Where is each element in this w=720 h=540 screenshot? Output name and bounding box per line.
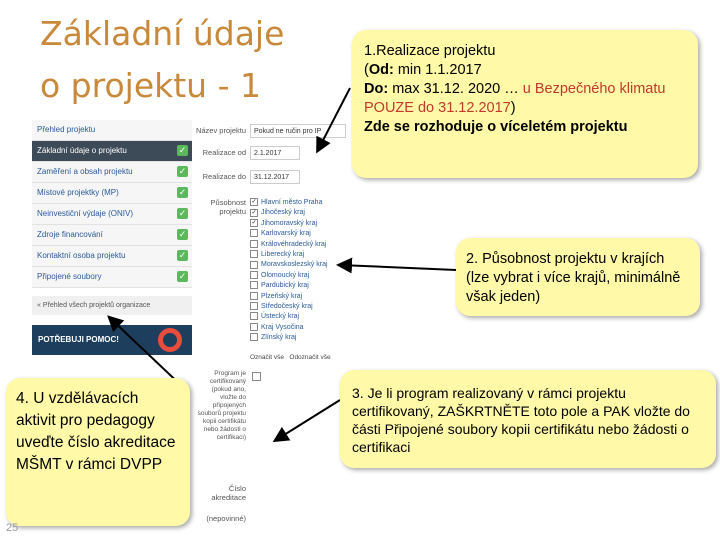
- region-checkbox[interactable]: ✓: [251, 209, 257, 216]
- check-icon: ✓: [178, 229, 187, 239]
- callout-realization: [352, 30, 698, 178]
- slide-title-line2: o projektu - 1: [40, 66, 261, 105]
- region-checkbox[interactable]: ✓: [251, 199, 257, 206]
- start-date-input[interactable]: 2.1.2017: [250, 146, 300, 160]
- slide-title-line1: Základní údaje: [40, 14, 285, 53]
- region-label: Moravskoslezský kraj: [261, 261, 328, 269]
- callout-certified: 3. Je li program realizovaný v rámci projektu certifikovaný, ZAŠKRTNĚTE toto pole a PAK vložte do části Připojené soubory kopii certifikátu nebo žádosti o certifikaci: [340, 370, 716, 468]
- project-name-input[interactable]: Pokud ne ručin pro IP: [250, 124, 346, 138]
- check-icon: ✓: [178, 166, 187, 176]
- arrow-2: [340, 265, 456, 270]
- region-label: Pardubický kraj: [261, 282, 309, 290]
- c1-last: Zde se rozhoduje o víceletém projektu: [364, 119, 628, 135]
- start-date-label: Realizace od: [202, 148, 246, 157]
- check-icon: ✓: [178, 187, 187, 197]
- region-label: Jihomoravský kraj: [261, 219, 318, 227]
- region-label: Kraj Vysočina: [261, 323, 304, 331]
- menu-item-label: Místové projektky (MP): [37, 188, 119, 197]
- back-link[interactable]: « Přehled všech projektů organizace: [32, 296, 192, 315]
- unmark-all-button[interactable]: Odoznačit vše: [289, 354, 331, 361]
- region-label: Olomoucký kraj: [261, 271, 310, 279]
- callout-regions: 2. Působnost projektu v krajích (lze vybrat i více krajů, minimálně však jeden): [456, 238, 700, 316]
- region-label: Ústecký kraj: [261, 313, 300, 321]
- c1-do: Do: max 31.12. 2020 … u Bezpečného klimatu POUZE do 31.12.2017): [364, 81, 666, 116]
- c1-line1: 1.Realizace projektu: [364, 43, 496, 59]
- end-date-input[interactable]: 31.12.2017: [250, 170, 300, 184]
- region-label: Jihočeský kraj: [261, 209, 305, 217]
- check-icon: ✓: [178, 250, 187, 260]
- certified-label: Program je certifikovaný (pokud ano, vložte do připojených souborů projektu kopii certifikátu nebo žádosti o certifikaci): [197, 370, 246, 441]
- end-date-label: Realizace do: [202, 172, 246, 181]
- slide-number: 25: [6, 522, 19, 534]
- region-label: Hlavní město Praha: [261, 199, 323, 206]
- help-button-label: POTŘEBUJI POMOC!: [38, 335, 119, 344]
- region-label: Karlovarský kraj: [261, 230, 311, 238]
- region-label: Zlínský kraj: [261, 334, 297, 342]
- menu-item-label: Neinvestiční výdaje (ONIV): [37, 209, 134, 218]
- menu-item-label: Základní údaje o projektu: [37, 146, 127, 155]
- menu-item-label: Kontaktní osoba projektu: [37, 251, 126, 260]
- accreditation-note: (nepovinné): [206, 514, 246, 523]
- arrow-1: [318, 88, 350, 150]
- arrow-3: [276, 400, 340, 440]
- mark-all-button[interactable]: Označit vše: [250, 354, 284, 361]
- menu-item-label: Přehled projektu: [37, 125, 96, 134]
- region-label: Liberecký kraj: [261, 250, 305, 258]
- project-name-label: Název projektu: [195, 126, 246, 135]
- c1-od: (Od: min 1.1.2017: [364, 62, 482, 78]
- region-label: Středočeský kraj: [261, 302, 313, 310]
- callout-accreditation: 4. U vzdělávacích aktivit pro pedagogy uveďte číslo akreditace MŠMT v rámci DVPP: [6, 378, 190, 526]
- check-icon: ✓: [178, 145, 187, 155]
- region-label: Královéhradecký kraj: [261, 240, 327, 248]
- accreditation-label-text: Číslo akreditace: [211, 484, 246, 502]
- check-icon: ✓: [178, 208, 187, 218]
- menu-item-label: Zdroje financování: [37, 230, 103, 239]
- menu-item-label: Připojené soubory: [37, 272, 102, 281]
- regions-label: Působnost projektu: [210, 198, 246, 216]
- menu-item-label: Zaměření a obsah projektu: [37, 167, 133, 176]
- check-icon: ✓: [178, 271, 187, 281]
- region-label: Plzeňský kraj: [261, 292, 303, 300]
- region-checkbox[interactable]: ✓: [251, 219, 257, 226]
